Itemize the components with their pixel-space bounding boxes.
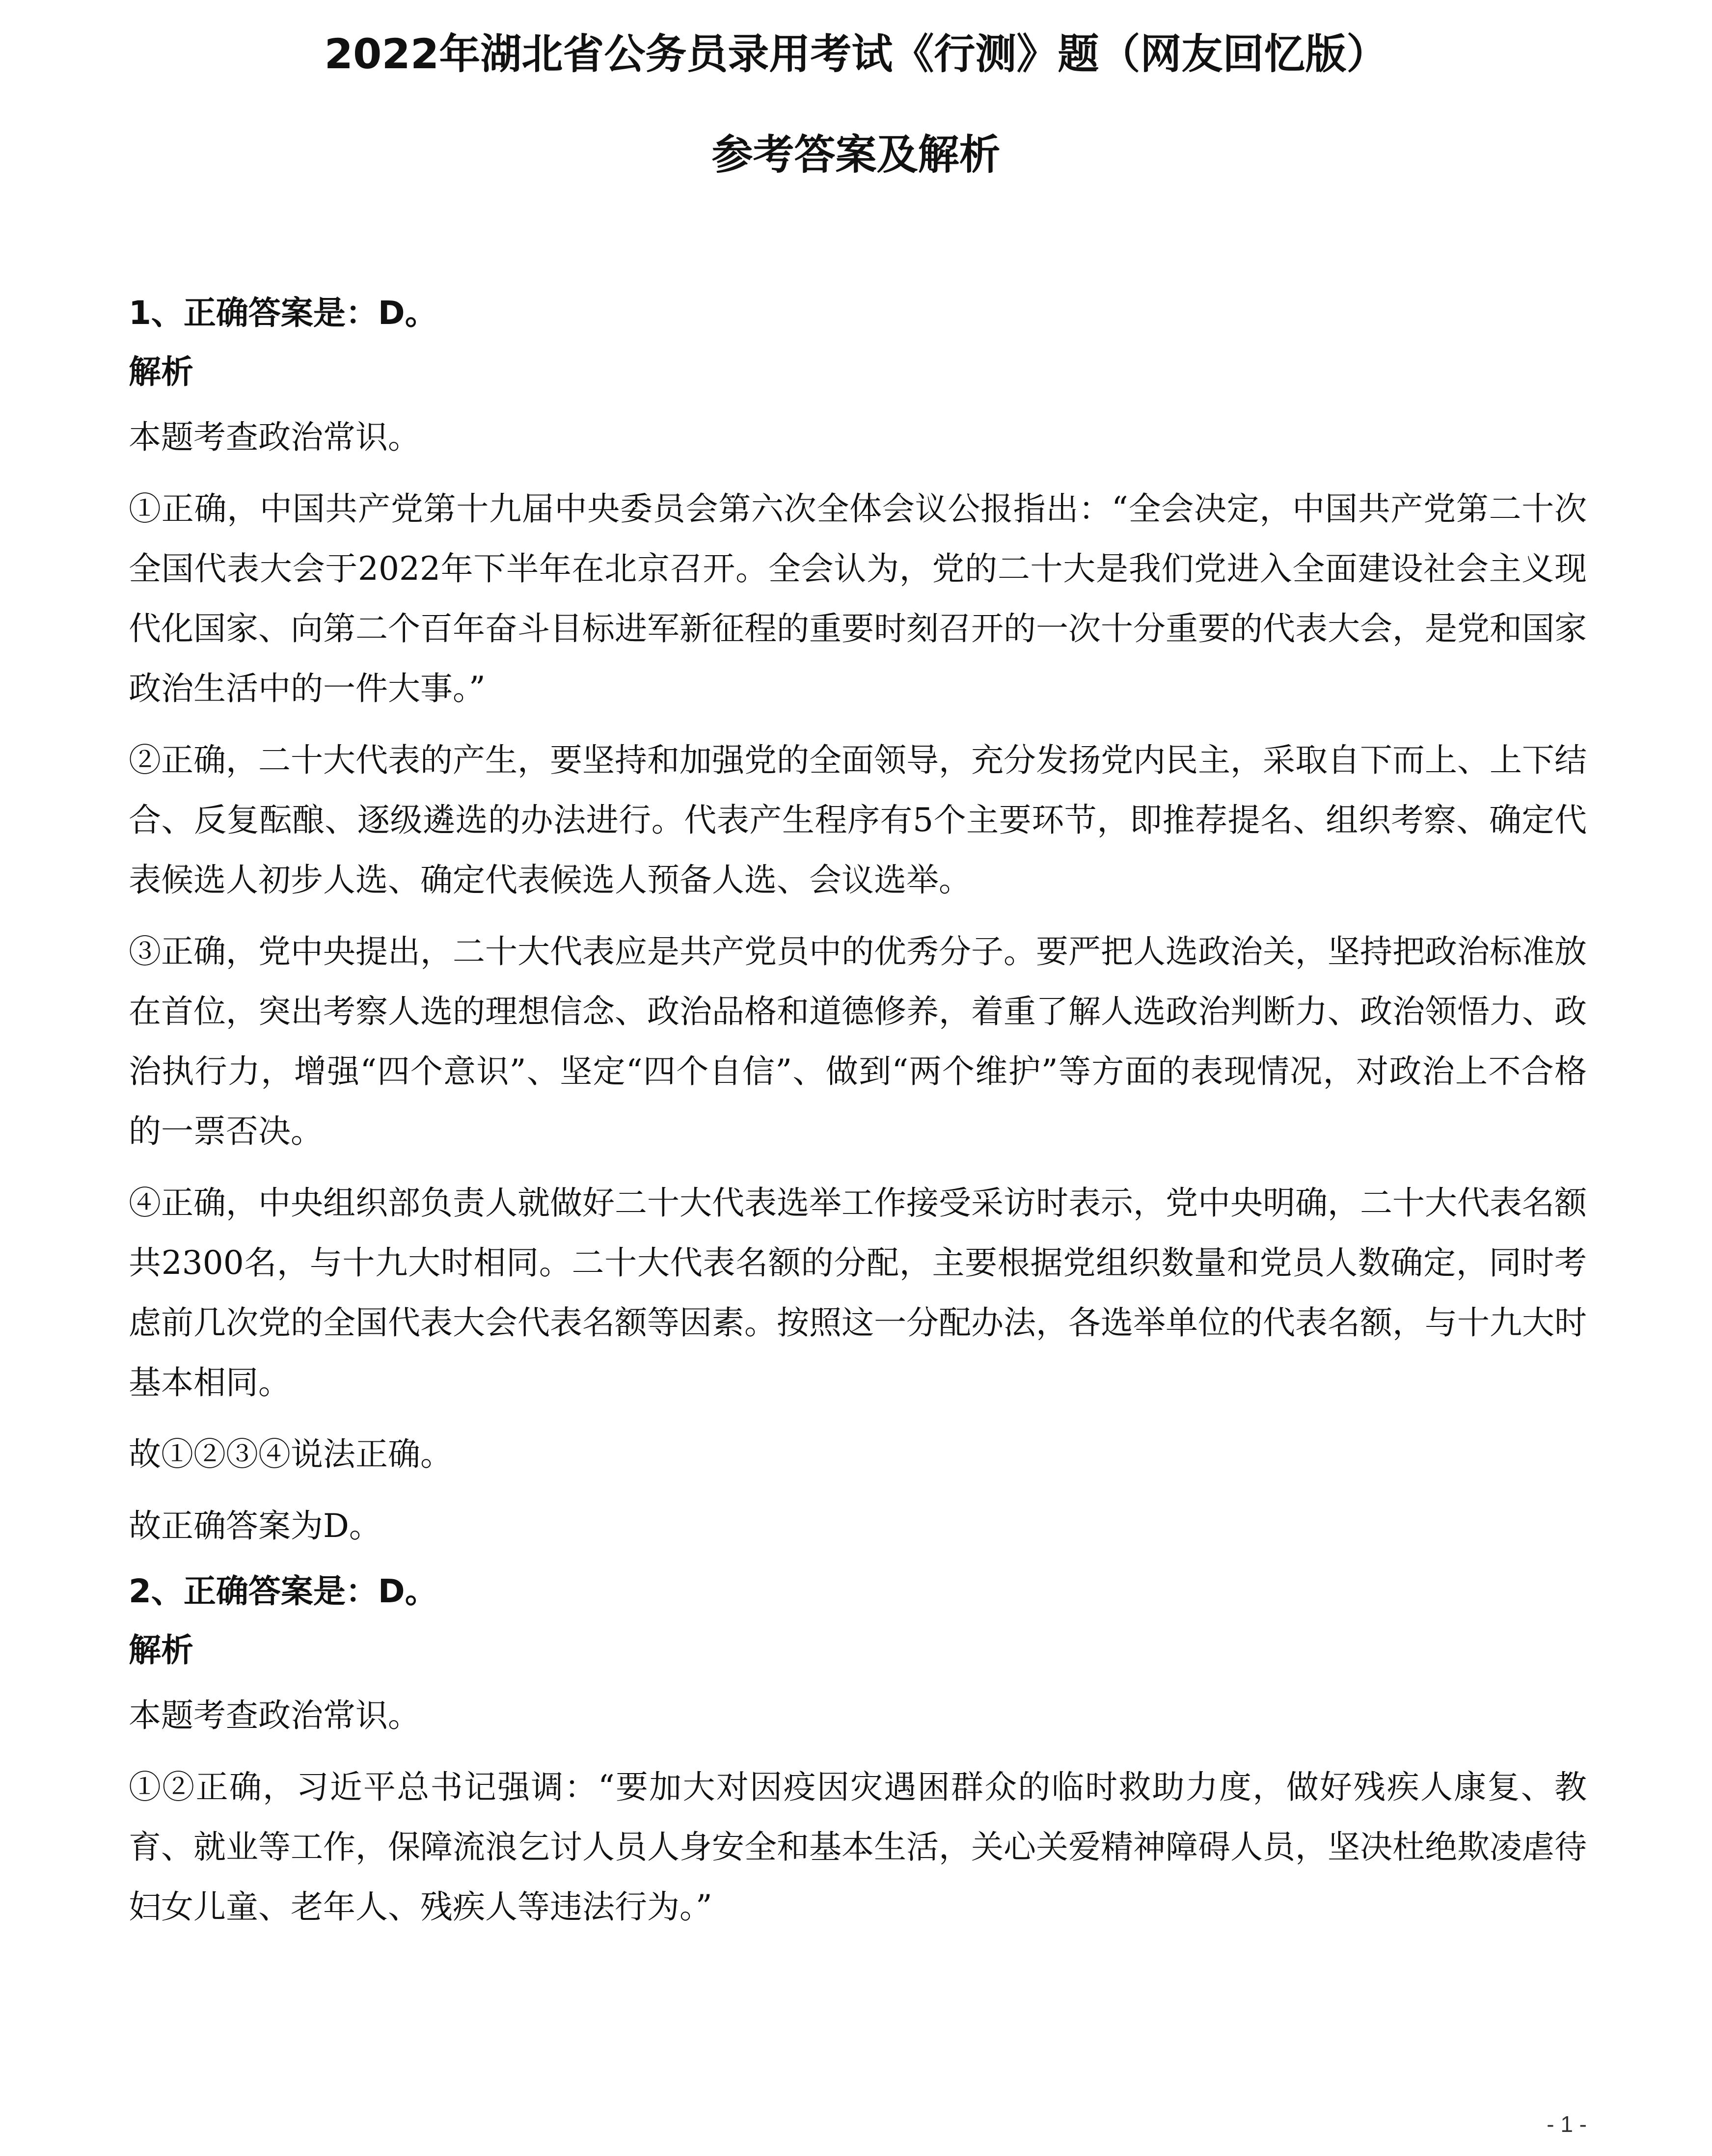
question-1-paragraph-point-4: ④正确，中央组织部负责人就做好二十大代表选举工作接受采访时表示，党中央明确，二十大代表名额共2300名，与十九大时相同。二十大代表名额的分配，主要根据党组织数量和党员人数确定，同时考虑前几次党的全国代表大会代表名额等因素。按照这一分配办法，各选举单位的代表名额，与十九大时基本相同。 xyxy=(129,1184,1587,1401)
question-2 xyxy=(129,1568,1587,1937)
question-1-summary: 故①②③④说法正确。 xyxy=(129,1435,453,1473)
document-title: 2022年湖北省公务员录用考试《行测》题（网友回忆版） xyxy=(324,30,1388,78)
page-number: - 1 - xyxy=(1547,2111,1587,2137)
question-1 xyxy=(129,290,1587,1556)
question-1-final-answer: 故正确答案为D。 xyxy=(129,1507,381,1545)
question-1-analysis-label: 解析 xyxy=(129,353,193,391)
document-subtitle: 参考答案及解析 xyxy=(711,131,1001,179)
question-2-answer-heading: 2、正确答案是：D。 xyxy=(129,1572,437,1610)
question-2-analysis-label: 解析 xyxy=(129,1631,193,1669)
question-1-paragraph-point-3: ③正确，党中央提出，二十大代表应是共产党员中的优秀分子。要严把人选政治关，坚持把政治标准放在首位，突出考察人选的理想信念、政治品格和道德修养，着重了解人选政治判断力、政治领悟力、政治执行力，增强“四个意识”、坚定“四个自信”、做到“两个维护”等方面的表现情况，对政治上不合格的一票否决。 xyxy=(129,933,1587,1150)
question-1-answer-heading: 1、正确答案是：D。 xyxy=(129,294,437,332)
question-1-paragraph-topic: 本题考查政治常识。 xyxy=(129,418,420,456)
question-1-paragraph-point-2: ②正确，二十大代表的产生，要坚持和加强党的全面领导，充分发扬党内民主，采取自下而上、上下结合、反复酝酿、逐级遴选的办法进行。代表产生程序有5个主要环节，即推荐提名、组织考察、确定代表候选人初步人选、确定代表候选人预备人选、会议选举。 xyxy=(129,741,1587,899)
answer-content xyxy=(129,290,1587,1949)
question-2-paragraph-topic: 本题考查政治常识。 xyxy=(129,1697,420,1734)
question-1-paragraph-point-1: ①正确，中国共产党第十九届中央委员会第六次全体会议公报指出：“全会决定，中国共产党第二十次全国代表大会于2022年下半年在北京召开。全会认为，党的二十大是我们党进入全面建设社会主义现代化国家、向第二个百年奋斗目标进军新征程的重要时刻召开的一次十分重要的代表大会，是党和国家政治生活中的一件大事。” xyxy=(129,490,1587,707)
question-2-paragraph-point-1-2: ①②正确，习近平总书记强调：“要加大对因疫因灾遇困群众的临时救助力度，做好残疾人康复、教育、就业等工作，保障流浪乞讨人员人身安全和基本生活，关心关爱精神障碍人员，坚决杜绝欺凌虐待妇女儿童、老年人、残疾人等违法行为。” xyxy=(129,1768,1587,1926)
